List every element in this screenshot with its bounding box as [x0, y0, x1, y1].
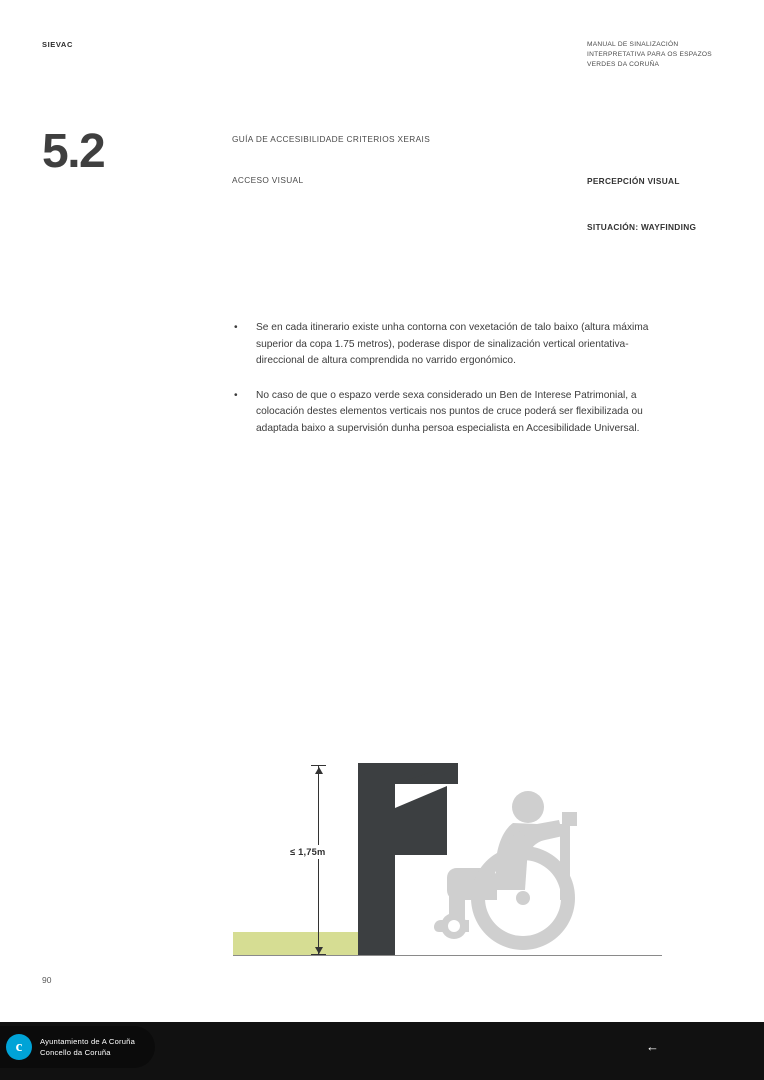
logo-line-1: Ayuntamiento de A Coruña [40, 1037, 136, 1046]
logo-c-icon: c [6, 1034, 32, 1060]
bullet-marker: • [234, 322, 238, 333]
list-item-text: Se en cada itinerario existe unha contorna con vexetación de talo baixo (altura máxima superior da copa 1.75 metros), poderase dispor de sinalización vertical orientativa-direccional de altura comprendida no varrido ergonómico. [256, 322, 649, 366]
logo-line-2: Concello da Coruña [40, 1048, 111, 1057]
section-number: 5.2 [42, 125, 105, 178]
guide-title: GUÍA DE ACCESIBILIDADE CRITERIOS XERAIS [232, 134, 431, 144]
list-item [232, 388, 664, 438]
signage-diagram [225, 750, 670, 960]
list-item-text: No caso de que o espazo verde sexa considerado un Ben de Interese Patrimonial, a colocación destes elementos verticais nos puntos de cruce poderá ser flexibilizada ou adaptada baixo a supervisión dunha persoa especialista en Accesibilidade Universal. [256, 389, 643, 434]
perception-label: PERCEPCIÓN VISUAL [587, 176, 680, 186]
page-number: 90 [42, 975, 52, 985]
list-item [232, 320, 664, 370]
access-label: ACCESO VISUAL [232, 175, 304, 185]
wheelchair-user-icon [434, 791, 577, 950]
bullet-marker: • [234, 389, 238, 401]
back-arrow-icon[interactable]: ← [646, 1039, 659, 1054]
brand-mark: SIEVAC [42, 40, 73, 49]
logo-text [40, 1036, 135, 1058]
dimension-label: ≤ 1,75m [287, 845, 328, 859]
sign-and-wheelchair-illustration [225, 750, 670, 960]
situation-label: SITUACIÓN: WAYFINDING [587, 222, 697, 232]
city-council-logo[interactable] [0, 1026, 155, 1068]
manual-title: MANUAL DE SINALIZACIÓN INTERPRETATIVA PARA OS ESPAZOS VERDES DA CORUÑA [587, 41, 712, 69]
criteria-list [232, 320, 664, 455]
bottom-toolbar [0, 1022, 764, 1080]
